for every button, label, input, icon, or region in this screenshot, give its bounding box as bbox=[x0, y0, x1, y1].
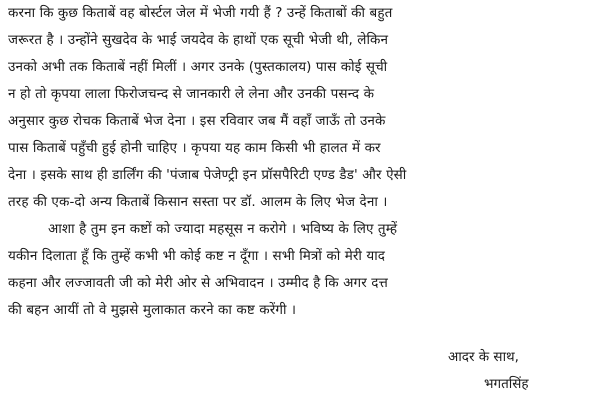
paragraph1-line: न हो तो कृपया लाला फिरोजचन्द से जानकारी ले लेना और उनकी पसन्द के bbox=[8, 86, 375, 102]
paragraph1-line: देना । इसके साथ ही डार्लिंग की 'पंजाब पेजेण्ट्री इन प्रॉसपैरिटी एण्ड डैड' और ऐसी bbox=[8, 167, 407, 183]
closing-salutation: आदर के साथ, bbox=[448, 349, 519, 365]
paragraph1-line: अनुसार कुछ रोचक किताबें भेज देना । इस रविवार जब मैं वहाँ जाऊँ तो उनके bbox=[8, 113, 386, 129]
paragraph1-line: तरह की एक-दो अन्य किताबें किसान सस्ता पर डॉ. आलम के लिए भेज देना । bbox=[8, 194, 388, 210]
paragraph1-line: करना कि कुछ किताबें वह बोर्स्टल जेल में भेजी गयी हैं ? उन्हें किताबों की बहुत bbox=[8, 5, 393, 21]
paragraph2-line: आशा है तुम इन कष्टों को ज्यादा महसूस न करोगे । भविष्य के लिए तुम्हें bbox=[48, 221, 398, 237]
paragraph1-line: पास किताबें पहुँची हुई होनी चाहिए । कृपया यह काम किसी भी हालत में कर bbox=[8, 140, 381, 156]
paragraph2-line: कहना और लज्जावती जी को मेरी ओर से अभिवादन । उम्मीद है कि अगर दत्त bbox=[8, 275, 388, 291]
paragraph2-line: यकीन दिलाता हूँ कि तुम्हें कभी भी कोई कष्ट न दूँगा । सभी मित्रों को मेरी याद bbox=[8, 248, 386, 264]
paragraph1-line: उनको अभी तक किताबें नहीं मिलीं । अगर उनके (पुस्तकालय) पास कोई सूची bbox=[8, 59, 388, 75]
signature: भगतसिंह bbox=[484, 376, 529, 392]
paragraph1-line: जरूरत है । उन्होंने सुखदेव के भाई जयदेव के हाथों एक सूची भेजी थी, लेकिन bbox=[8, 32, 389, 48]
paragraph2-line: की बहन आयीं तो वे मुझसे मुलाकात करने का कष्ट करेंगी । bbox=[8, 302, 297, 318]
